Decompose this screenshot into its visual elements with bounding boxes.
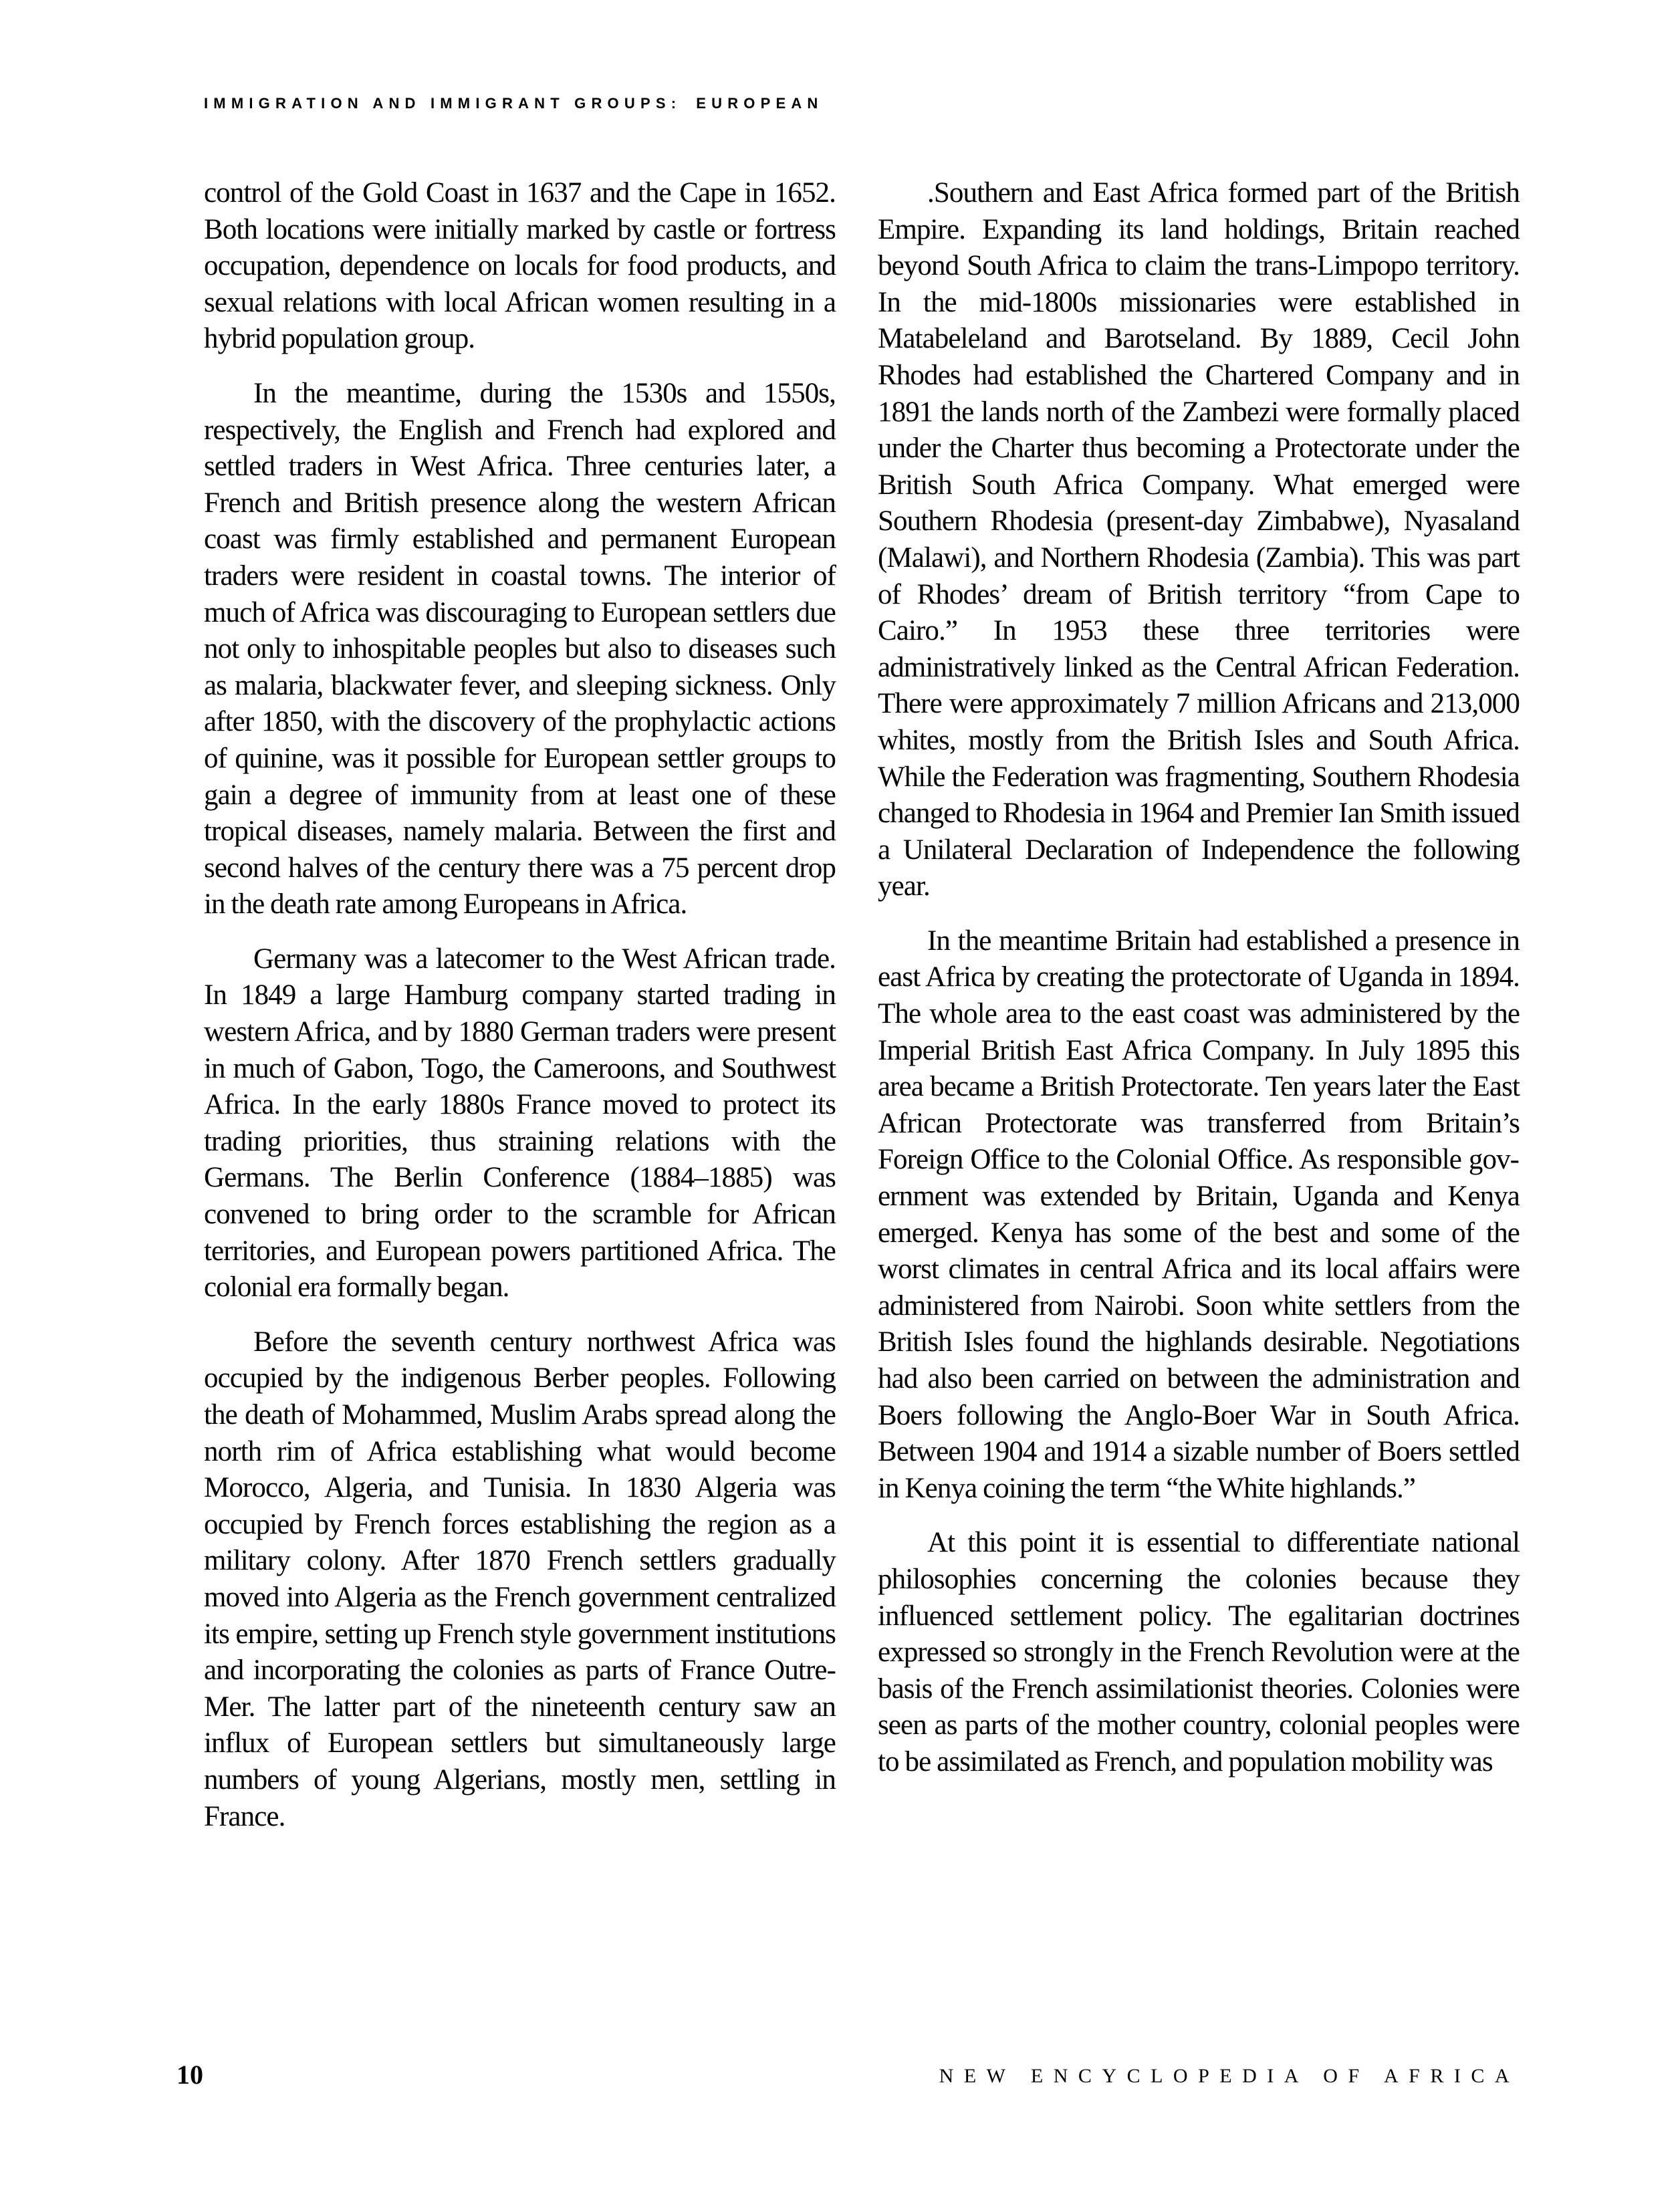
paragraph-continued: control of the Gold Coast in 1637 and the Cape in 1652. Both locations were initially marked by castle or fortress occupation, dependence on locals for food products, and sexual relations with local African women resulting in a hybrid population group. [204, 177, 836, 355]
paragraph: Germany was a latecomer to the West African trade. In 1849 a large Hamburg company started trading in western Africa, and by 1880 German traders were present in much of Gabon, Togo, the Cameroons, and Southwest Africa. In the early 1880s France moved to protect its trading priorities, thus straining relations with the Germans. The Berlin Conference (1884–1885) was convened to bring order to the scramble for African territories, and European powers partitioned Africa. The colonial era formally began. [204, 943, 836, 1304]
running-head-subsection: EUROPEAN [696, 95, 824, 112]
book-title-footer: NEW ENCYCLOPEDIA OF AFRICA [939, 2065, 1520, 2087]
right-text-column [878, 175, 1520, 1799]
paragraph-continues: At this point it is essential to differentiate national philosophies concerning the colonies because they influenced settlement policy. The egalitarian doctrines expressed so strongly in the French Revolution were at the basis of the French assimilationist theories. Colonies were seen as parts of the mother country, colonial peoples were to be assimilated as French, and population mobility was [878, 1527, 1520, 1778]
running-head-section: IMMIGRATION AND IMMIGRANT GROUPS: [204, 95, 682, 112]
paragraph: Before the seventh century northwest Africa was occupied by the indigenous Berber peoples. Following the death of Mohammed, Muslim Arabs spread along the north rim of Africa establishing what would become Morocco, Algeria, and Tunisia. In 1830 Algeria was occupied by French forces establishing the region as a military colony. After 1870 French settlers gradually moved into Algeria as the French government centralized its empire, setting up French style government institutions and incorporating the colonies as parts of France Outre-Mer. The latter part of the nineteenth century saw an influx of European settlers but simultaneously large numbers of young Algerians, mostly men, settling in France. [204, 1326, 836, 1832]
running-head [204, 94, 824, 114]
paragraph: In the meantime, during the 1530s and 1550s, respectively, the English and French had explored and settled traders in West Africa. Three centuries later, a French and British presence along the western African coast was firmly established and permanent European traders were resident in coastal towns. The interior of much of Africa was discouraging to European settlers due not only to inhospitable peoples but also to diseases such as malaria, blackwater fever, and sleeping sickness. Only after 1850, with the discovery of the prophylactic actions of quinine, was it possible for European settler groups to gain a degree of immunity from at least one of these tropical diseases, namely malaria. Between the first and second halves of the century there was a 75 percent drop in the death rate among Europeans in Africa. [204, 377, 836, 921]
left-text-column [204, 175, 836, 1853]
paragraph: .Southern and East Africa formed part of the British Empire. Expanding its land holdings, Britain reached beyond South Africa to claim the trans-Limpopo territory. In the mid-1800s missionaries were established in Matabeleland and Barotseland. By 1889, Cecil John Rhodes had established the Chartered Company and in 1891 the lands north of the Zambezi were formally placed under the Charter thus becoming a Protectorate under the British South Africa Company. What emerged were Southern Rhodesia (present-day Zimbabwe), Nyasaland (Malawi), and Northern Rhodesia (Zambia). This was part of Rhodes’ dream of British territory “from Cape to Cairo.” In 1953 these three territories were administratively linked as the Central African Federation. There were approximately 7 million Africans and 213,000 whites, mostly from the British Isles and South Africa. While the Federation was fragmenting, Southern Rhodesia changed to Rhodesia in 1964 and Premier Ian Smith issued a Unilateral Declaration of Independence the following year. [878, 177, 1520, 902]
page-number: 10 [176, 2060, 203, 2090]
paragraph: In the meantime Britain had established a presence in east Africa by creating the protectorate of Uganda in 1894. The whole area to the east coast was administered by the Imperial British East Africa Company. In July 1895 this area became a British Protectorate. Ten years later the East African Protectorate was transferred from Britain’s Foreign Office to the Colonial Office. As responsible government was extended by Britain, Uganda and Kenya emerged. Kenya has some of the best and some of the worst climates in central Africa and its local affairs were administered from Nairobi. Soon white settlers from the British Isles found the highlands desirable. Negotiations had also been carried on between the administration and Boers following the Anglo-Boer War in South Africa. Between 1904 and 1914 a sizable number of Boers settled in Kenya coining the term “the White highlands.” [878, 925, 1520, 1504]
